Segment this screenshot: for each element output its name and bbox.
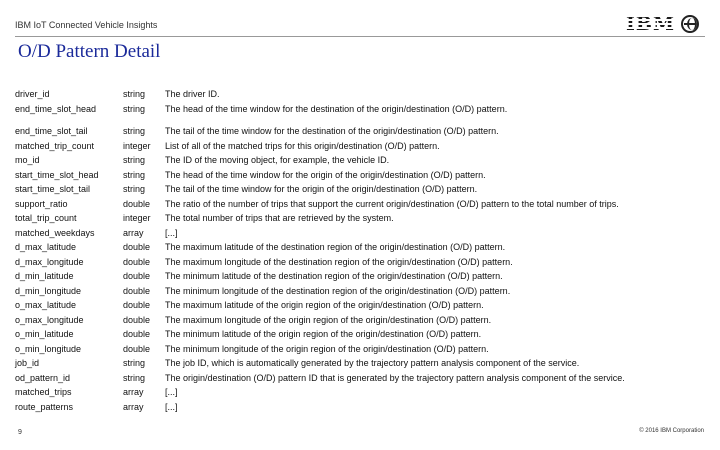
field-name: mo_id: [15, 155, 40, 165]
field-type: string: [123, 155, 146, 165]
field-table: [15, 87, 705, 414]
field-description: The maximum longitude of the destination region of the origin/destination (O/D) pattern.: [165, 256, 513, 267]
ibm-logo: [626, 13, 699, 35]
field-type: double: [123, 300, 151, 310]
field-description: The head of the time window for the destination of the origin/destination (O/D) pattern.: [165, 103, 508, 114]
globe-icon: [681, 15, 699, 33]
field-type: array: [123, 401, 144, 412]
field-description: The minimum longitude of the destination region of the origin/destination (O/D) pattern.: [165, 285, 511, 296]
field-type: integer: [123, 213, 151, 223]
field-name: d_max_longitude: [15, 256, 84, 267]
field-type: string: [123, 184, 146, 194]
table-row: [15, 400, 705, 415]
field-description: The driver ID.: [165, 89, 220, 99]
field-type: double: [123, 285, 151, 296]
field-type: double: [123, 198, 151, 209]
page-number: 9: [18, 429, 22, 436]
field-description: The job ID, which is automatically generated by the trajectory pattern analysis component of the service.: [165, 358, 580, 368]
field-description: The tail of the time window for the origin of the origin/destination (O/D) pattern.: [165, 184, 478, 194]
field-name: end_time_slot_tail: [15, 126, 88, 136]
field-name: total_trip_count: [15, 213, 77, 223]
field-name: matched_trips: [15, 387, 72, 397]
table-row: [15, 197, 705, 212]
copyright: © 2016 IBM Corporation: [639, 428, 704, 434]
field-description: The maximum longitude of the origin region of the origin/destination (O/D) pattern.: [165, 314, 492, 325]
table-row: [15, 356, 705, 371]
field-name: end_time_slot_head: [15, 103, 97, 114]
table-row: [15, 385, 705, 400]
field-type: double: [123, 242, 151, 252]
field-name: o_min_longitude: [15, 343, 82, 354]
field-type: double: [123, 329, 151, 339]
field-description: The ratio of the number of trips that support the current origin/destination (O/D) pattern to the total number of trips.: [165, 198, 619, 209]
field-description: [...]: [165, 387, 178, 397]
field-type: string: [123, 126, 146, 136]
field-description: The minimum longitude of the origin region of the origin/destination (O/D) pattern.: [165, 343, 489, 354]
field-description: The total number of trips that are retrieved by the system.: [165, 213, 394, 223]
field-description: The maximum latitude of the origin region of the origin/destination (O/D) pattern.: [165, 300, 484, 310]
table-row: [15, 371, 705, 386]
field-type: string: [123, 103, 146, 114]
table-row: [15, 182, 705, 197]
field-name: o_max_longitude: [15, 314, 84, 325]
table-row: [15, 313, 705, 328]
ibm-logo-icon: IBM: [626, 13, 675, 35]
field-name: matched_weekdays: [15, 227, 95, 238]
field-description: The minimum latitude of the origin region of the origin/destination (O/D) pattern.: [165, 329, 482, 339]
table-row: [15, 298, 705, 313]
table-row: [15, 153, 705, 168]
field-name: support_ratio: [15, 198, 68, 209]
page-title: O/D Pattern Detail: [18, 41, 161, 62]
field-name: start_time_slot_tail: [15, 184, 91, 194]
table-row: [15, 139, 705, 154]
field-description: List of all of the matched trips for this origin/destination (O/D) pattern.: [165, 140, 440, 151]
field-description: The head of the time window for the origin of the origin/destination (O/D) pattern.: [165, 169, 486, 180]
table-row: [15, 327, 705, 342]
field-name: start_time_slot_head: [15, 169, 99, 180]
field-description: [...]: [165, 227, 178, 238]
field-type: array: [123, 227, 144, 238]
header-label: IBM IoT Connected Vehicle Insights: [15, 20, 158, 30]
table-row: [15, 342, 705, 357]
field-type: double: [123, 271, 151, 281]
table-row: [15, 284, 705, 299]
field-name: o_min_latitude: [15, 329, 74, 339]
field-description: The origin/destination (O/D) pattern ID that is generated by the trajectory pattern analysis component of the service.: [165, 372, 625, 383]
field-type: double: [123, 256, 151, 267]
field-name: d_max_latitude: [15, 242, 77, 252]
field-description: The ID of the moving object, for example, the vehicle ID.: [165, 155, 390, 165]
table-row: [15, 240, 705, 255]
field-type: array: [123, 387, 144, 397]
table-row: [15, 269, 705, 284]
field-type: string: [123, 169, 146, 180]
field-description: [...]: [165, 401, 178, 412]
field-name: matched_trip_count: [15, 140, 95, 151]
field-name: o_max_latitude: [15, 300, 77, 310]
field-name: route_patterns: [15, 401, 74, 412]
table-row: [15, 255, 705, 270]
field-type: double: [123, 343, 151, 354]
field-name: d_min_latitude: [15, 271, 74, 281]
table-row: [15, 226, 705, 241]
field-name: job_id: [15, 358, 40, 368]
field-name: d_min_longitude: [15, 285, 82, 296]
table-row: [15, 211, 705, 226]
table-row: [15, 102, 705, 117]
field-name: od_pattern_id: [15, 372, 71, 383]
table-row: [15, 124, 705, 139]
field-type: double: [123, 314, 151, 325]
header-divider: [15, 36, 705, 37]
field-type: string: [123, 358, 146, 368]
field-description: The maximum latitude of the destination region of the origin/destination (O/D) pattern.: [165, 242, 506, 252]
table-row: [15, 87, 705, 102]
field-type: string: [123, 89, 146, 99]
field-type: integer: [123, 140, 151, 151]
field-type: string: [123, 372, 146, 383]
field-description: The minimum latitude of the destination region of the origin/destination (O/D) pattern.: [165, 271, 503, 281]
field-name: driver_id: [15, 89, 50, 99]
field-description: The tail of the time window for the destination of the origin/destination (O/D) pattern.: [165, 126, 499, 136]
table-row: [15, 168, 705, 183]
